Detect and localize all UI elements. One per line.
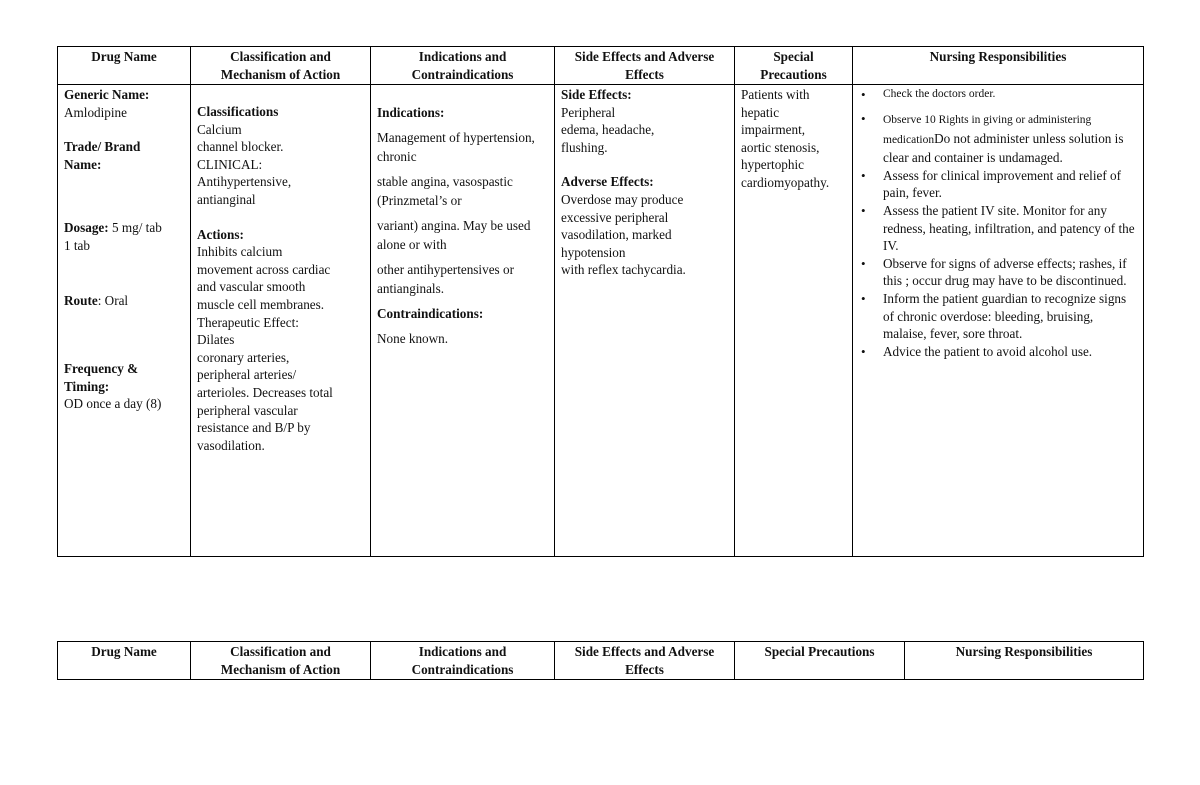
nursing-item	[861, 202, 1137, 255]
action-line: peripheral arteries/	[197, 367, 297, 383]
frequency-value: OD once a day (8)	[64, 396, 162, 412]
classification-line: Antihypertensive,	[197, 174, 292, 190]
nursing-item	[861, 290, 1137, 343]
side-effects-line: Peripheral	[561, 104, 616, 120]
header-classification: Classification and Mechanism of Action	[191, 642, 371, 680]
action-line: movement across cardiac	[197, 261, 331, 277]
indications-label: Indications:	[377, 105, 445, 120]
side-effects-label: Side Effects:	[561, 87, 632, 102]
action-line: arterioles. Decreases total	[197, 384, 333, 400]
header-indications: Indications and Contraindications	[371, 642, 555, 680]
classification-line: antianginal	[197, 191, 256, 207]
drug-study-table-2	[57, 641, 1144, 680]
nursing-item-text: Inform the patient guardian to recognize signs of chronic overdose: bleeding, bruising, malaise, fever, sore throat.	[883, 290, 1127, 342]
contraindications-label: Contraindications:	[377, 306, 484, 321]
action-line: and vascular smooth	[197, 279, 306, 295]
bullet-icon: •	[861, 255, 866, 271]
adverse-effects-line: Overdose may produce	[561, 191, 684, 207]
indications-paragraph: other antihypertensives or antianginals.	[377, 262, 514, 296]
header-indications: Indications and Contraindications	[371, 47, 555, 85]
action-line: Inhibits calcium	[197, 244, 283, 260]
indications-paragraph: stable angina, vasospastic (Prinzmetal’s or	[377, 174, 513, 208]
header-classification: Classification and Mechanism of Action	[191, 47, 371, 85]
dosage-line	[64, 219, 184, 237]
bullet-icon: •	[861, 87, 866, 102]
side-effects-cell	[555, 85, 735, 557]
bullet-icon: •	[861, 343, 866, 359]
side-effects-line: edema, headache,	[561, 122, 655, 138]
route-label: Route	[64, 292, 98, 308]
nursing-list	[859, 86, 1137, 360]
nursing-item	[861, 86, 1137, 103]
action-line: coronary arteries,	[197, 349, 290, 365]
header-row	[58, 642, 1144, 680]
adverse-effects-line: excessive peripheral	[561, 209, 669, 225]
header-nursing-responsibilities: Nursing Responsibilities	[853, 47, 1144, 85]
action-line: resistance and B/P by	[197, 420, 311, 436]
nursing-item-text: Assess for clinical improvement and relief of pain, fever.	[883, 167, 1122, 201]
nursing-item	[861, 167, 1137, 202]
bullet-icon: •	[861, 167, 866, 183]
trade-name-label-2: Name:	[64, 156, 102, 172]
action-line: vasodilation.	[197, 437, 265, 453]
action-line: peripheral vascular	[197, 402, 298, 418]
nursing-item-text: Observe for signs of adverse effects; rashes, if this ; occur drug may have to be discontinued.	[883, 255, 1127, 289]
precaution-line: aortic stenosis,	[741, 139, 820, 155]
header-side-effects: Side Effects and Adverse Effects	[555, 642, 735, 680]
precaution-line: Patients with	[741, 87, 810, 102]
route-value: : Oral	[97, 292, 129, 308]
precaution-line: hypertophic	[741, 157, 804, 173]
generic-name-label: Generic Name:	[64, 87, 150, 102]
nursing-responsibilities-cell	[853, 85, 1144, 557]
actions-label: Actions:	[197, 226, 244, 242]
nursing-item-text: Advice the patient to avoid alcohol use.	[883, 343, 1093, 359]
dosage-value-2: 1 tab	[64, 237, 91, 253]
classification-line: CLINICAL:	[197, 156, 263, 172]
frequency-label: Frequency &	[64, 361, 139, 377]
header-drug-name: Drug Name	[58, 47, 191, 85]
action-line: muscle cell membranes.	[197, 296, 325, 312]
drug-name-cell	[58, 85, 191, 557]
dosage-label: Dosage:	[64, 220, 109, 236]
adverse-effects-line: hypotension	[561, 244, 626, 260]
header-special-precautions: Special Precautions	[735, 642, 905, 680]
precaution-line: impairment,	[741, 122, 806, 138]
nursing-item-text: Assess the patient IV site. Monitor for any redness, heating, infiltration, and patency of the IV.	[883, 202, 1135, 254]
nursing-item	[861, 110, 1137, 167]
indications-paragraph: Management of hypertension, chronic	[377, 130, 535, 164]
indications-cell	[371, 85, 555, 557]
header-row	[58, 47, 1144, 85]
action-line: Therapeutic Effect:	[197, 314, 299, 330]
classification-cell	[191, 85, 371, 557]
action-line: Dilates	[197, 332, 235, 348]
drug-row	[58, 85, 1144, 557]
timing-label: Timing:	[64, 378, 110, 394]
header-drug-name: Drug Name	[58, 642, 191, 680]
drug-study-table	[57, 46, 1144, 557]
special-precautions-cell	[735, 85, 853, 557]
precaution-line: cardiomyopathy.	[741, 174, 830, 190]
bullet-icon: •	[861, 111, 866, 126]
route-line	[64, 292, 184, 310]
nursing-item	[861, 255, 1137, 290]
precaution-line: hepatic	[741, 104, 780, 120]
generic-name-value: Amlodipine	[64, 104, 128, 120]
header-special-precautions: Special Precautions	[735, 47, 853, 85]
bullet-icon: •	[861, 290, 866, 306]
adverse-effects-line: with reflex tachycardia.	[561, 262, 686, 278]
bullet-icon: •	[861, 202, 866, 218]
header-side-effects: Side Effects and Adverse Effects	[555, 47, 735, 85]
trade-name-label: Trade/ Brand	[64, 139, 141, 155]
nursing-item-text: Do not administer unless solution is clear and container is undamaged.	[883, 130, 1124, 166]
classifications-label: Classifications	[197, 104, 279, 119]
adverse-effects-line: vasodilation, marked	[561, 227, 672, 243]
nursing-item	[861, 343, 1137, 361]
classification-line: channel blocker.	[197, 139, 284, 155]
adverse-effects-label: Adverse Effects:	[561, 174, 654, 190]
nursing-item-text: Observe 10 Rights in giving or administering medication	[883, 114, 1092, 146]
dosage-value: 5 mg/ tab	[108, 220, 162, 236]
classification-line: Calcium	[197, 121, 242, 137]
contraindications-value: None known.	[377, 331, 449, 346]
indications-paragraph: variant) angina. May be used alone or with	[377, 218, 531, 252]
nursing-item-text: Check the doctors order.	[883, 88, 996, 100]
side-effects-line: flushing.	[561, 139, 608, 155]
header-nursing-responsibilities: Nursing Responsibilities	[905, 642, 1144, 680]
